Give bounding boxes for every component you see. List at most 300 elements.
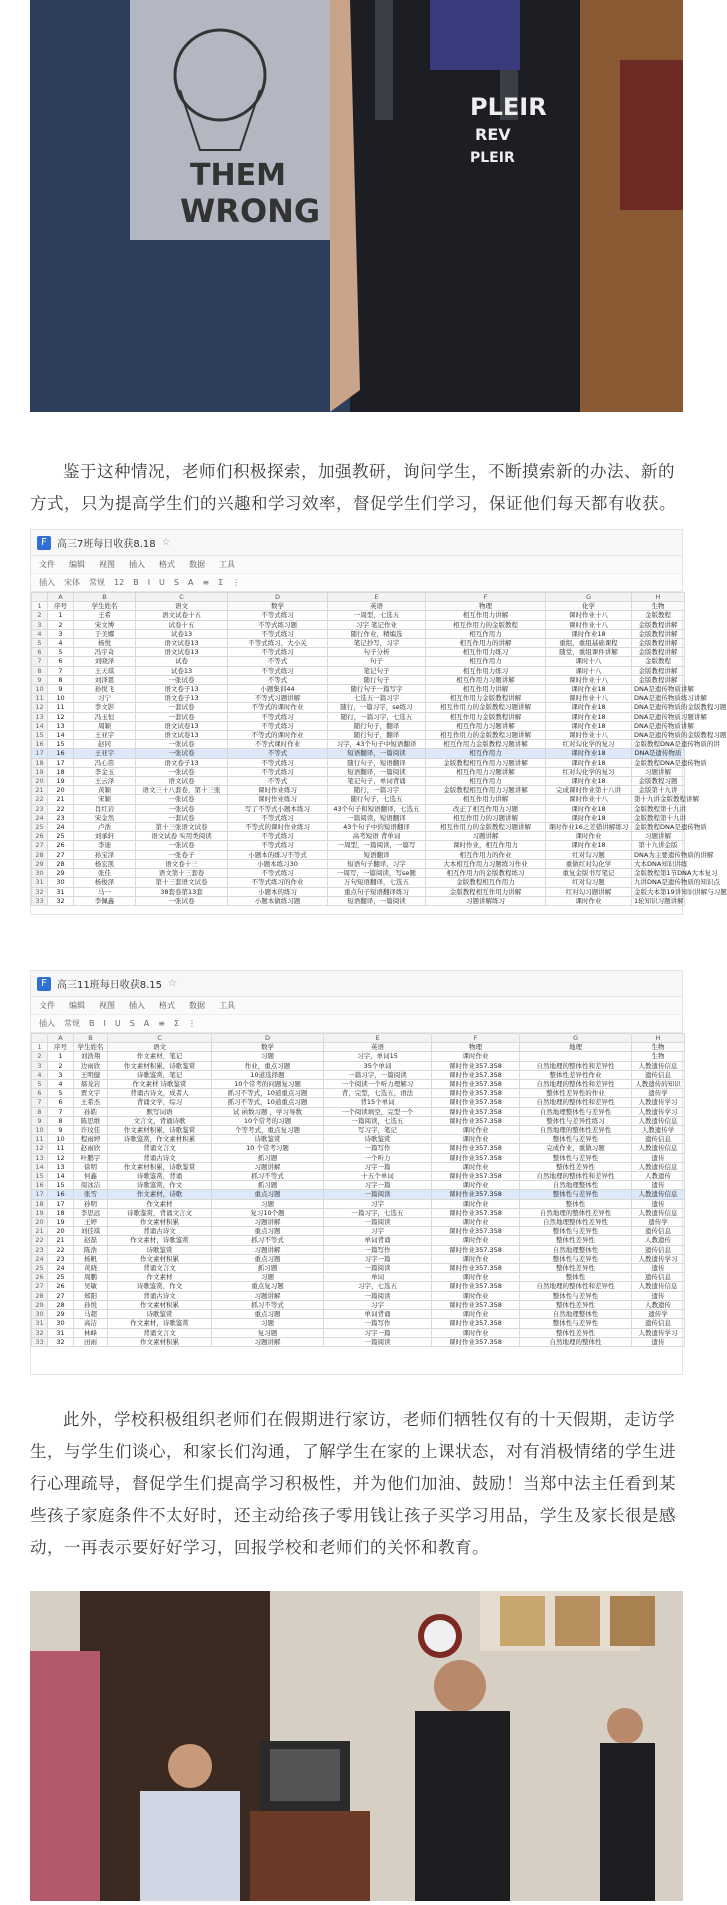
table-cell[interactable]: 相互作用力的讲解 <box>426 639 546 648</box>
table-cell[interactable]: 背诵文学，综习 <box>108 1098 212 1107</box>
table-cell[interactable]: 11 <box>48 703 74 712</box>
table-cell[interactable]: 10 <box>48 1135 74 1144</box>
table-cell[interactable]: 诗歌鉴赏 <box>108 1245 212 1254</box>
column-letter[interactable]: G <box>520 1034 632 1043</box>
table-cell[interactable]: 作文素材积累 <box>108 1218 212 1227</box>
table-cell[interactable]: 自然地理整体性差异性 <box>520 1218 632 1227</box>
row-number[interactable]: 6 <box>32 648 48 657</box>
italic-button[interactable]: I <box>103 1019 106 1028</box>
toolbar-size[interactable]: 12 <box>114 578 125 587</box>
table-cell[interactable]: 31 <box>48 1328 74 1337</box>
column-header[interactable]: 地理 <box>520 1043 632 1052</box>
table-cell[interactable]: 19 <box>48 1218 74 1227</box>
table-cell[interactable]: 作文素材，诗歌鉴赏 <box>108 1236 212 1245</box>
table-cell[interactable]: 语文试卷13 <box>136 731 228 740</box>
table-cell[interactable]: 习字，单词15 <box>324 1052 432 1061</box>
row-number[interactable]: 14 <box>32 1162 48 1171</box>
row-number[interactable]: 14 <box>32 721 48 730</box>
column-letter[interactable] <box>32 1034 48 1043</box>
table-cell[interactable]: 一张卷子 <box>136 850 228 859</box>
table-cell[interactable]: 习字一篇 <box>324 1254 432 1263</box>
table-cell[interactable]: 课时作业 <box>432 1181 520 1190</box>
table-cell[interactable]: 自然地理的整体性和差异性 <box>520 1098 632 1107</box>
table-cell[interactable]: 生物 <box>632 1052 685 1061</box>
table-cell[interactable]: 人教遗传信息 <box>632 1116 685 1125</box>
table-cell[interactable]: 遗传 <box>632 1291 685 1300</box>
table-cell[interactable]: 宋颖 <box>74 795 136 804</box>
column-header[interactable]: 化学 <box>546 602 632 611</box>
table-cell[interactable]: 11 <box>48 1144 74 1153</box>
table-cell[interactable]: 课时作业 <box>432 1052 520 1061</box>
table-cell[interactable]: 一篇习字，七选五 <box>324 1208 432 1217</box>
menu-item[interactable]: 格式 <box>159 560 175 569</box>
row-number[interactable]: 17 <box>32 749 48 758</box>
table-cell[interactable]: 写了不等式小题本练习 <box>228 804 328 813</box>
table-cell[interactable]: 一张试卷 <box>136 896 228 905</box>
table-cell[interactable]: 整体性与差异性 <box>520 1319 632 1328</box>
table-cell[interactable]: 人教遗传信息 <box>632 1190 685 1199</box>
table-cell[interactable]: DNA是遗传物质习题讲解 <box>632 712 685 721</box>
table-cell[interactable]: 课时作业357.358 <box>432 1172 520 1181</box>
row-number[interactable]: 29 <box>32 1300 48 1309</box>
column-letter[interactable]: G <box>546 593 632 602</box>
table-cell[interactable]: 习字 <box>324 1300 432 1309</box>
table-cell[interactable]: 不等式练习，大小关 <box>228 639 328 648</box>
table-cell[interactable]: 习题讲解练习 <box>426 896 546 905</box>
table-cell[interactable]: 随行句子 <box>328 675 426 684</box>
menu-item[interactable]: 视图 <box>99 560 115 569</box>
table-cell[interactable]: 遗传信息 <box>632 1273 685 1282</box>
row-number[interactable]: 7 <box>32 1098 48 1107</box>
table-cell[interactable]: 课时作业练习 <box>228 795 328 804</box>
row-number[interactable]: 11 <box>32 1135 48 1144</box>
table-cell[interactable]: 人教遗传信息 <box>632 1144 685 1153</box>
more-icon[interactable]: ⋮ <box>232 578 241 587</box>
table-cell[interactable]: 自然地理整体性与差异性 <box>520 1107 632 1116</box>
table-cell[interactable]: 语文试卷 实用类阅读 <box>136 832 228 841</box>
table-cell[interactable]: 王亚宇 <box>74 731 136 740</box>
table-cell[interactable]: 孙悦飞 <box>74 685 136 694</box>
table-cell[interactable]: 背诵古诗文 <box>108 1153 212 1162</box>
table-cell[interactable]: 相互作用力的作业 <box>426 850 546 859</box>
table-cell[interactable]: 习字一篇 <box>324 1162 432 1171</box>
table-cell[interactable]: 23 <box>48 1254 74 1263</box>
table-cell[interactable]: 一套试卷 <box>136 712 228 721</box>
table-cell[interactable]: 杨帆 <box>74 1254 108 1263</box>
table-cell[interactable]: 整体性差异性 <box>520 1264 632 1273</box>
row-number[interactable]: 8 <box>32 1107 48 1116</box>
table-cell[interactable]: 周颖 <box>74 721 136 730</box>
table-cell[interactable]: 边雨欣 <box>74 1061 108 1070</box>
table-cell[interactable]: 第十三张语文试卷 <box>136 823 228 832</box>
table-cell[interactable]: 17 <box>48 758 74 767</box>
table-cell[interactable]: 整体性差异性作业 <box>520 1070 632 1079</box>
row-number[interactable]: 28 <box>32 1291 48 1300</box>
table-cell[interactable]: 抓习不等式，10道重点习题 <box>212 1098 324 1107</box>
table-cell[interactable]: 不等式练习 <box>228 648 328 657</box>
table-cell[interactable]: 一篇习字，一篇阅读 <box>324 1070 432 1079</box>
row-number[interactable]: 16 <box>32 740 48 749</box>
table-cell[interactable]: 遗传 <box>632 1153 685 1162</box>
row-number[interactable]: 12 <box>32 703 48 712</box>
table-cell[interactable]: 一张试卷 <box>136 740 228 749</box>
table-cell[interactable]: 金版教程讲解 <box>632 639 685 648</box>
table-cell[interactable]: 金版教程第1节DNA大本复习 <box>632 869 685 878</box>
row-number[interactable]: 9 <box>32 675 48 684</box>
table-cell[interactable]: 贾文宇 <box>74 1089 108 1098</box>
table-cell[interactable]: 小题本的练习不等式 <box>228 850 328 859</box>
column-letter[interactable]: B <box>74 593 136 602</box>
table-cell[interactable]: 宋金然 <box>74 813 136 822</box>
table-cell[interactable]: 文言文，背诵诗歌 <box>108 1116 212 1125</box>
table-cell[interactable]: 单词背诵 <box>324 1310 432 1319</box>
table-cell[interactable]: 重点习题 <box>212 1227 324 1236</box>
table-cell[interactable]: 1轮知识习题讲解 <box>632 896 685 905</box>
row-number[interactable]: 25 <box>32 823 48 832</box>
table-cell[interactable]: 课时作业18 <box>546 841 632 850</box>
table-cell[interactable]: 一个听力 <box>324 1153 432 1162</box>
column-letter[interactable]: H <box>632 1034 685 1043</box>
bold-button[interactable]: B <box>89 1019 95 1028</box>
row-number[interactable]: 27 <box>32 841 48 850</box>
row-number[interactable]: 32 <box>32 887 48 896</box>
table-cell[interactable]: 课时十八 <box>546 666 632 675</box>
table-cell[interactable]: 不等式习题讲解 <box>228 694 328 703</box>
table-cell[interactable]: 1 <box>48 1052 74 1061</box>
table-cell[interactable]: 课时作业357.358 <box>432 1208 520 1217</box>
table-cell[interactable]: 作文素材，笔记 <box>108 1052 212 1061</box>
table-cell[interactable]: 课时作业18 <box>546 749 632 758</box>
table-cell[interactable]: 马超 <box>74 1310 108 1319</box>
underline-button[interactable]: U <box>159 578 165 587</box>
table-cell[interactable]: 笔记句子 <box>328 666 426 675</box>
row-number[interactable]: 1 <box>32 1043 48 1052</box>
row-number[interactable]: 3 <box>32 1061 48 1070</box>
table-cell[interactable]: 相互作用力讲解 <box>426 795 546 804</box>
sum-button[interactable]: Σ <box>218 578 224 587</box>
table-cell[interactable]: 29 <box>48 1310 74 1319</box>
row-number[interactable]: 19 <box>32 1208 48 1217</box>
menu-item[interactable]: 视图 <box>99 1001 115 1010</box>
table-cell[interactable]: 自然地理的整体性差异性 <box>520 1126 632 1135</box>
row-number[interactable]: 20 <box>32 1218 48 1227</box>
column-letter[interactable] <box>32 593 48 602</box>
table-cell[interactable]: 孙宝泽 <box>74 850 136 859</box>
table-cell[interactable]: 习字 <box>324 1199 432 1208</box>
table-cell[interactable]: 6 <box>48 1098 74 1107</box>
table-cell[interactable]: 红对勾化学的复习 <box>546 740 632 749</box>
table-cell[interactable]: 短语翻译，一篇阅读 <box>328 749 426 758</box>
table-cell[interactable]: 课时作业 <box>546 896 632 905</box>
table-cell[interactable]: 10个常考的问题复习题 <box>212 1080 324 1089</box>
table-cell[interactable]: 句子 <box>328 657 426 666</box>
table-cell[interactable]: 28 <box>48 1300 74 1309</box>
table-cell[interactable]: 整体性与差异性 <box>520 1227 632 1236</box>
strike-button[interactable]: S <box>173 578 179 587</box>
column-letter[interactable]: H <box>632 593 685 602</box>
table-cell[interactable]: 七选五一篇习字 <box>328 694 426 703</box>
table-cell[interactable]: 30 <box>48 1319 74 1328</box>
table-cell[interactable]: 背15个单词 <box>324 1098 432 1107</box>
table-cell[interactable]: 课时作业 <box>432 1236 520 1245</box>
table-cell[interactable]: 遗传 <box>632 1337 685 1346</box>
table-cell[interactable]: 自然地理的整体性和差异性 <box>520 1080 632 1089</box>
column-header[interactable]: 数学 <box>228 602 328 611</box>
table-cell[interactable]: 郑阳 <box>74 1291 108 1300</box>
table-cell[interactable]: 不等式 <box>228 657 328 666</box>
table-cell[interactable]: 课时作业 <box>432 1126 520 1135</box>
table-cell[interactable]: 27 <box>48 1291 74 1300</box>
table-cell[interactable]: 自然地理整体性 <box>520 1181 632 1190</box>
table-cell[interactable]: 试卷13 <box>136 629 228 638</box>
table-cell[interactable]: 24 <box>48 1264 74 1273</box>
table-cell[interactable]: 习题 <box>212 1273 324 1282</box>
row-number[interactable]: 18 <box>32 758 48 767</box>
table-cell[interactable]: 完成课时作业第十八讲 <box>546 786 632 795</box>
table-cell[interactable]: 抓习不等式 <box>212 1236 324 1245</box>
table-cell[interactable]: 课时作业18 <box>546 804 632 813</box>
table-cell[interactable]: 10 个常考习题 <box>212 1144 324 1153</box>
table-cell[interactable]: 自然地理的整体性 <box>520 1337 632 1346</box>
table-cell[interactable]: 高考短语 背单词 <box>328 832 426 841</box>
row-number[interactable]: 18 <box>32 1199 48 1208</box>
table-cell[interactable]: 遗传信息 <box>632 1245 685 1254</box>
table-cell[interactable]: 一个阅读一个听力理解习 <box>324 1080 432 1089</box>
table-cell[interactable]: 22 <box>48 804 74 813</box>
table-cell[interactable]: 课时作业18 <box>546 758 632 767</box>
table-cell[interactable]: 课时作业 <box>546 832 632 841</box>
table-cell[interactable]: 李文影 <box>74 703 136 712</box>
table-cell[interactable]: 习题 <box>212 1319 324 1328</box>
table-cell[interactable]: 马一 <box>74 887 136 896</box>
table-cell[interactable]: 杨宏凯 <box>74 859 136 868</box>
table-cell[interactable]: 小题本做练习题 <box>228 896 328 905</box>
table-cell[interactable]: 相互作用力金版教程讲解 <box>426 694 546 703</box>
table-cell[interactable]: 相互作用力讲解 <box>426 685 546 694</box>
table-cell[interactable]: 王明健 <box>74 1070 108 1079</box>
table-cell[interactable]: 人教遗传 <box>632 1300 685 1309</box>
table-cell[interactable]: 习字，七选五 <box>324 1282 432 1291</box>
row-number[interactable]: 31 <box>32 878 48 887</box>
row-number[interactable]: 9 <box>32 1116 48 1125</box>
table-cell[interactable]: 课时作业357.358 <box>432 1264 520 1273</box>
star-icon[interactable]: ☆ <box>161 537 171 548</box>
table-cell[interactable]: 一周型，一篇阅读，一篇写 <box>328 841 426 850</box>
table-cell[interactable]: 课时作业练习 <box>228 786 328 795</box>
column-letter[interactable]: E <box>328 593 426 602</box>
table-cell[interactable]: 周鹏 <box>74 1273 108 1282</box>
table-cell[interactable]: 杨悦 <box>74 639 136 648</box>
table-cell[interactable]: 抓习不等式 <box>212 1172 324 1181</box>
row-number[interactable]: 22 <box>32 795 48 804</box>
table-cell[interactable]: 试卷 <box>136 657 228 666</box>
table-cell[interactable]: 相互作用力金版教程习题讲解 <box>426 740 546 749</box>
table-cell[interactable]: 16 <box>48 749 74 758</box>
table-cell[interactable]: 一张试卷 <box>136 804 228 813</box>
table-cell[interactable]: 金版第十九讲 <box>632 786 685 795</box>
table-cell[interactable]: 随行句子，翻译 <box>328 721 426 730</box>
table-cell[interactable]: 人教遗传的知识 <box>632 1080 685 1089</box>
table-cell[interactable]: 18 <box>48 1208 74 1217</box>
table-cell[interactable]: 金版教程第十九讲 <box>632 813 685 822</box>
column-header[interactable]: 语文 <box>136 602 228 611</box>
table-cell[interactable]: 人教遗传学 <box>632 1126 685 1135</box>
table-cell[interactable]: 课时作业357.358 <box>432 1153 520 1162</box>
table-cell[interactable]: 随行，一篇习字 <box>328 786 426 795</box>
table-cell[interactable]: 作文素材积累 <box>108 1337 212 1346</box>
table-cell[interactable]: 随行句子，翻译 <box>328 731 426 740</box>
table-cell[interactable]: 肖红岩 <box>74 804 136 813</box>
column-letter[interactable]: F <box>432 1034 520 1043</box>
table-cell[interactable]: 课时作业 <box>432 1218 520 1227</box>
row-number[interactable]: 15 <box>32 731 48 740</box>
table-cell[interactable]: 人教遗传 <box>632 1172 685 1181</box>
table-cell[interactable]: 14 <box>48 731 74 740</box>
table-cell[interactable]: 随行句子，短语翻译 <box>328 758 426 767</box>
table-cell[interactable]: 不等式练习 <box>228 712 328 721</box>
table-cell[interactable]: 大本DNA知识讲练 <box>632 859 685 868</box>
table-cell[interactable]: 作文素材积累，诗歌鉴赏 <box>108 1126 212 1135</box>
table-cell[interactable]: 语文试卷 <box>136 777 228 786</box>
menu-item[interactable]: 工具 <box>219 1001 235 1010</box>
column-header[interactable]: 英语 <box>328 602 426 611</box>
table-cell[interactable]: 作文素材积累，诗歌鉴赏 <box>108 1162 212 1171</box>
table-cell[interactable]: 作文素材 诗歌鉴赏 <box>108 1080 212 1089</box>
row-number[interactable]: 21 <box>32 1227 48 1236</box>
column-letter[interactable]: C <box>108 1034 212 1043</box>
table-cell[interactable]: 4 <box>48 1080 74 1089</box>
table-cell[interactable]: 句子分析 <box>328 648 426 657</box>
table-cell[interactable]: 刘浩翔 <box>74 1052 108 1061</box>
row-number[interactable]: 25 <box>32 1264 48 1273</box>
toolbar-insert[interactable]: 插入 <box>39 1019 55 1028</box>
table-cell[interactable]: 10个常考的习题 <box>212 1116 324 1125</box>
table-cell[interactable]: 陈思维 <box>74 1116 108 1125</box>
table-cell[interactable]: 陈浩 <box>74 1245 108 1254</box>
table-cell[interactable]: 金版教程 <box>632 611 685 620</box>
table-cell[interactable]: 13 <box>48 1162 74 1171</box>
table-cell[interactable]: 随行，一篇习字，se练习 <box>328 703 426 712</box>
table-cell[interactable]: 相互作用力 <box>426 629 546 638</box>
column-letter[interactable]: D <box>228 593 328 602</box>
table-cell[interactable]: 自然地理的整体性和差异性 <box>520 1061 632 1070</box>
table-cell[interactable]: 随行作业，精编选 <box>328 629 426 638</box>
table-cell[interactable]: 李佩鑫 <box>74 896 136 905</box>
row-number[interactable]: 29 <box>32 859 48 868</box>
table-cell[interactable]: 金版教程讲解 <box>632 675 685 684</box>
table-cell[interactable]: 不等式练习 <box>228 721 328 730</box>
table-cell[interactable]: 遗传信息 <box>632 1070 685 1079</box>
table-cell[interactable]: 抓习题 <box>212 1264 324 1273</box>
table-cell[interactable]: 1 <box>48 611 74 620</box>
table-cell[interactable]: 5 <box>48 648 74 657</box>
table-cell[interactable]: 作文素材积累 <box>108 1300 212 1309</box>
table-cell[interactable]: 不等式练习题 <box>228 620 328 629</box>
toolbar-font[interactable]: 宋体 <box>64 578 80 587</box>
align-button[interactable]: ≡ <box>202 578 210 587</box>
table-cell[interactable]: 作文素材，诗歌鉴赏 <box>108 1319 212 1328</box>
table-cell[interactable]: 自然地理的整体性和差异性 <box>520 1172 632 1181</box>
table-cell[interactable]: 相互作用力的金版教程习题讲解 <box>426 731 546 740</box>
table-cell[interactable]: 21 <box>48 1236 74 1245</box>
table-cell[interactable]: 25 <box>48 832 74 841</box>
table-cell[interactable]: 一篇阅读 <box>324 1264 432 1273</box>
table-cell[interactable]: 3 <box>48 1070 74 1079</box>
table-cell[interactable]: 十五个单词 <box>324 1172 432 1181</box>
table-cell[interactable]: 整体性与差异性 <box>520 1190 632 1199</box>
table-cell[interactable]: 改正了相互作用力习题 <box>426 804 546 813</box>
row-number[interactable]: 22 <box>32 1236 48 1245</box>
table-cell[interactable]: 遗传信息 <box>632 1135 685 1144</box>
table-cell[interactable]: 语文卷子13 <box>136 694 228 703</box>
table-cell[interactable]: 一篇阅读 <box>324 1190 432 1199</box>
table-cell[interactable]: 相互作用力的习题讲解 <box>426 813 546 822</box>
table-cell[interactable]: 王云泽 <box>74 777 136 786</box>
table-cell[interactable]: 何鑫 <box>74 1172 108 1181</box>
table-cell[interactable]: 不等式练习 <box>228 841 328 850</box>
table-cell[interactable]: 课时作业357.358 <box>432 1080 520 1089</box>
table-cell[interactable]: 不等式练习的作业 <box>228 878 328 887</box>
table-cell[interactable]: 课时十八 <box>546 657 632 666</box>
column-letter[interactable]: D <box>212 1034 324 1043</box>
row-number[interactable]: 33 <box>32 1337 48 1346</box>
column-header[interactable]: 学生姓名 <box>74 602 136 611</box>
table-cell[interactable]: 短语翻译 <box>328 850 426 859</box>
table-cell[interactable]: 相互作用力的金版教程 <box>426 620 546 629</box>
table-cell[interactable]: 默写词语 <box>108 1107 212 1116</box>
row-number[interactable]: 2 <box>32 611 48 620</box>
table-cell[interactable]: 习题讲解 <box>212 1245 324 1254</box>
table-cell[interactable]: 一周型，七选五 <box>328 611 426 620</box>
row-number[interactable]: 2 <box>32 1052 48 1061</box>
table-cell[interactable]: 人教遗传 <box>632 1236 685 1245</box>
row-number[interactable]: 17 <box>32 1190 48 1199</box>
table-cell[interactable]: 语文试卷13 <box>136 648 228 657</box>
table-cell[interactable]: 作文素材 <box>108 1199 212 1208</box>
table-cell[interactable]: 习题讲解 <box>212 1337 324 1346</box>
table-cell[interactable]: 整体性 <box>520 1199 632 1208</box>
table-cell[interactable]: 课时作业357.358 <box>432 1245 520 1254</box>
table-cell[interactable]: 24 <box>48 823 74 832</box>
row-number[interactable]: 5 <box>32 1080 48 1089</box>
table-cell[interactable]: 相互作用力习题讲解 <box>426 767 546 776</box>
table-cell[interactable]: 不等式的课时作业 <box>228 731 328 740</box>
menu-item[interactable]: 文件 <box>39 1001 55 1010</box>
table-cell[interactable]: 4 <box>48 639 74 648</box>
toolbar-insert[interactable]: 插入 <box>39 578 55 587</box>
table-cell[interactable]: 课时作业16之差错讲解练习 <box>546 823 632 832</box>
row-number[interactable]: 4 <box>32 1070 48 1079</box>
table-cell[interactable]: 14 <box>48 1172 74 1181</box>
table-cell[interactable]: 赵同 <box>74 740 136 749</box>
menu-item[interactable]: 插入 <box>129 1001 145 1010</box>
table-cell[interactable]: 一套试卷 <box>136 703 228 712</box>
column-header[interactable]: 物理 <box>426 602 546 611</box>
column-header[interactable]: 生物 <box>632 602 685 611</box>
table-cell[interactable]: 背，完型，七选五，语法 <box>324 1089 432 1098</box>
table-cell[interactable]: 相互作用力的金版教程习题讲解 <box>426 703 546 712</box>
table-cell[interactable]: 课时作业357.358 <box>432 1098 520 1107</box>
column-header[interactable]: 学生姓名 <box>74 1043 108 1052</box>
column-header[interactable]: 物理 <box>432 1043 520 1052</box>
align-button[interactable]: ≡ <box>158 1019 165 1028</box>
row-number[interactable]: 30 <box>32 1310 48 1319</box>
table-cell[interactable]: 诗歌鉴赏，作文素材积累 <box>108 1135 212 1144</box>
table-cell[interactable]: 随行句子，七选五 <box>328 795 426 804</box>
table-cell[interactable]: 相互作用力 <box>426 749 546 758</box>
table-cell[interactable]: DNA为主要遗传物质的讲解 <box>632 850 685 859</box>
row-number[interactable]: 13 <box>32 712 48 721</box>
